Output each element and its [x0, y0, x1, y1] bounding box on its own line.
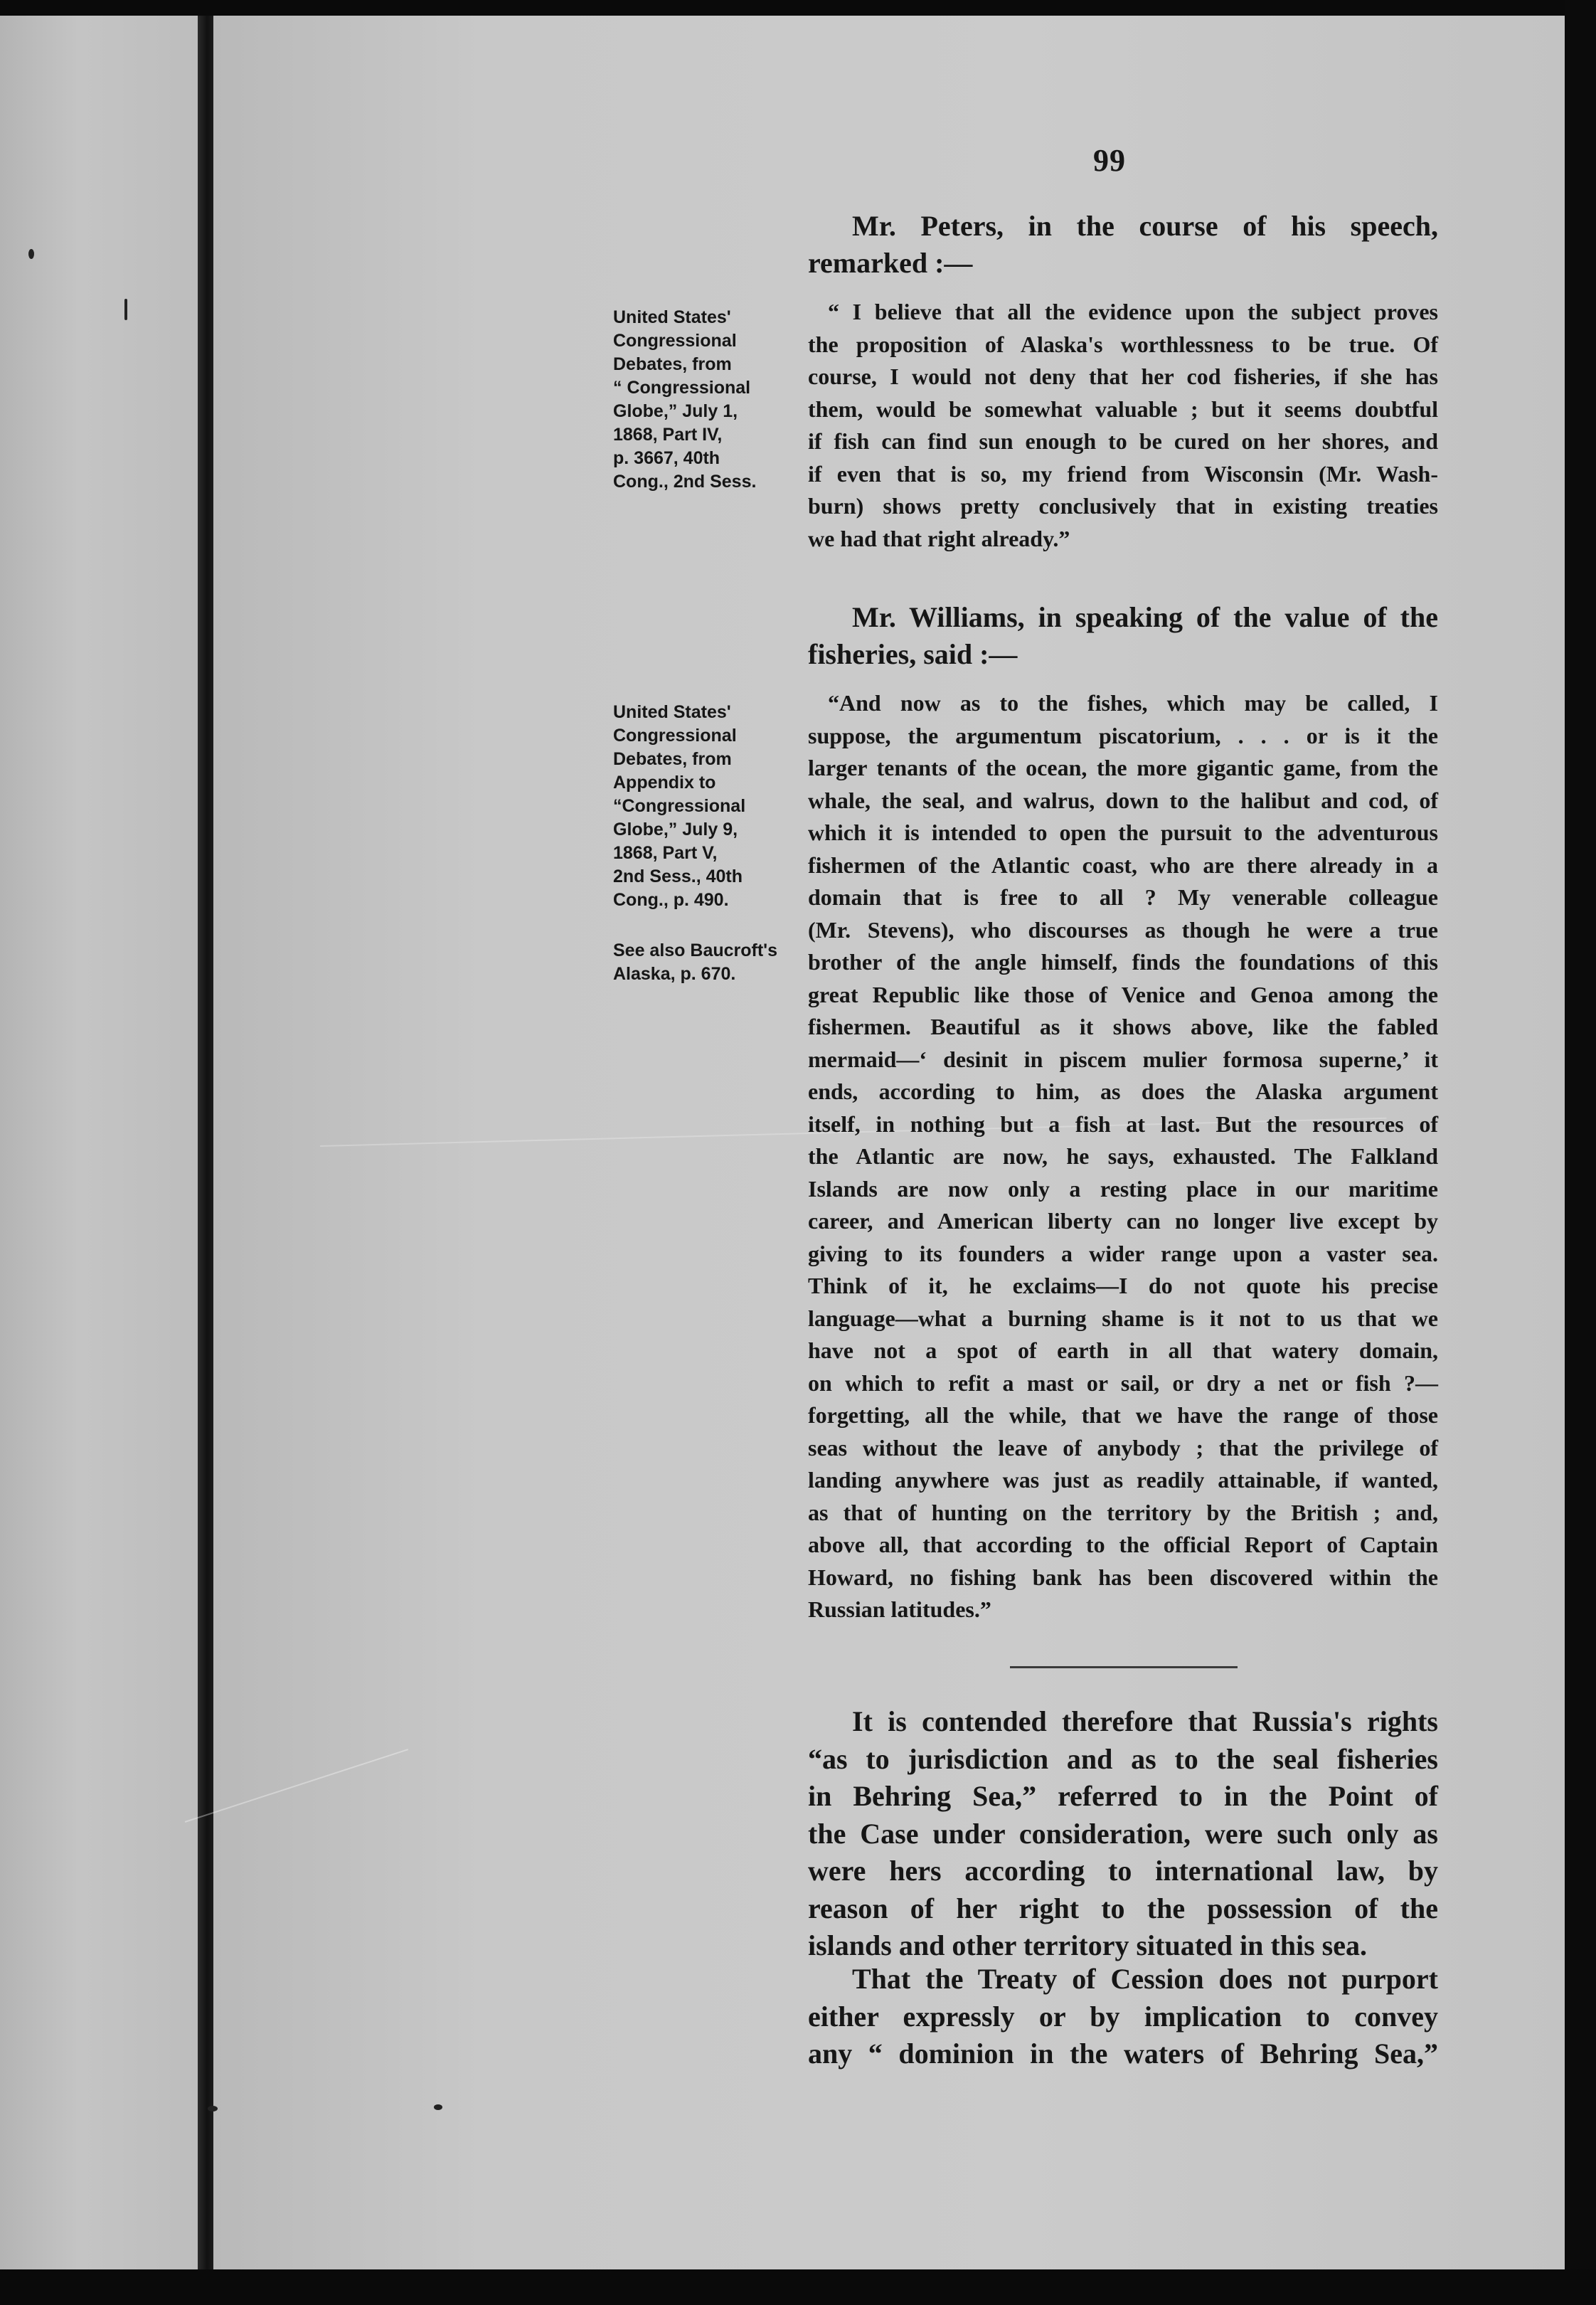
williams-intro — [808, 599, 1438, 673]
quote-line: fishermen. Beautiful as it shows above, like the fabled — [808, 1014, 1438, 1039]
quote-line: great Republic like those of Venice and Genoa among the — [808, 981, 1438, 1007]
facing-page-edge — [0, 16, 198, 2269]
quote-line: if even that is so, my friend from Wisconsin (Mr. Wash- — [808, 460, 1438, 487]
scan-speck — [208, 2106, 218, 2111]
margin-note-line: Congressional — [613, 726, 737, 746]
body-line: reason of her right to the possession of the — [808, 1892, 1438, 1924]
body-line: It is contended therefore that Russia's rights — [852, 1705, 1438, 1737]
quote-line: as that of hunting on the territory by the British ; and, — [808, 1499, 1438, 1525]
intro-line: fisheries, said :— — [808, 638, 1018, 670]
quote-line: Think of it, he exclaims—I do not quote his precise — [808, 1273, 1438, 1298]
quote-line: fishermen of the Atlantic coast, who are there already in a — [808, 852, 1438, 878]
margin-note-congressional-globe-july-9 — [613, 701, 784, 912]
quote-line: larger tenants of the ocean, the more gigantic game, from the — [808, 755, 1438, 780]
body-line: That the Treaty of Cession does not purport — [852, 1963, 1438, 1995]
margin-note-line: 2nd Sess., 40th — [613, 867, 743, 886]
intro-line: Mr. Peters, in the course of his speech, — [852, 210, 1438, 242]
body-line: were hers according to international law, by — [808, 1855, 1438, 1887]
quote-line: course, I would not deny that her cod fisheries, if she has — [808, 364, 1438, 389]
quote-line: career, and American liberty can no longer live except by — [808, 1208, 1438, 1234]
quote-line: itself, in nothing but a fish at last. But the resources of — [808, 1111, 1438, 1137]
quote-line: forgetting, all the while, that we have the range of those — [808, 1402, 1438, 1428]
margin-note-line: Debates, from — [613, 749, 732, 769]
scan-speck — [434, 2104, 442, 2110]
body-line: the Case under consideration, were such only as — [808, 1817, 1438, 1850]
scan-frame-top — [0, 0, 1596, 16]
peters-quote — [808, 296, 1438, 555]
margin-note-line: See also Baucroft's — [613, 940, 778, 960]
margin-note-line: Globe,” July 9, — [613, 820, 738, 839]
page-number: 99 — [1093, 143, 1126, 178]
quote-line: “ I believe that all the evidence upon the subject proves — [828, 299, 1438, 324]
quote-line: on which to refit a mast or sail, or dry a net or fish ?— — [808, 1369, 1438, 1396]
scan-speck — [124, 299, 127, 320]
margin-note-line: Cong., 2nd Sess. — [613, 472, 757, 492]
quote-line: giving to its founders a wider range upon a vaster sea. — [808, 1240, 1438, 1266]
body-line: islands and other territory situated in this sea. — [808, 1929, 1367, 1961]
body-line: in Behring Sea,” referred to in the Point of — [808, 1780, 1438, 1812]
margin-note-line: Debates, from — [613, 354, 732, 374]
quote-line: the proposition of Alaska's worthlessness to be true. Of — [808, 331, 1438, 357]
body-line: “as to jurisdiction and as to the seal fisheries — [808, 1742, 1438, 1775]
quote-line: we had that right already.” — [808, 525, 1070, 551]
margin-note-line: Appendix to — [613, 773, 716, 793]
quote-line: seas without the leave of anybody ; that the privilege of — [808, 1434, 1438, 1461]
margin-note-line: 1868, Part V, — [613, 843, 718, 863]
body-line: any “ dominion in the waters of Behring Sea,” — [808, 2038, 1438, 2070]
quote-line: have not a spot of earth in all that watery domain, — [808, 1337, 1438, 1363]
margin-note-line: United States' — [613, 307, 731, 327]
peters-intro — [808, 208, 1438, 282]
margin-note-line: Alaska, p. 670. — [613, 964, 736, 984]
margin-note-line: “ Congressional — [613, 378, 751, 398]
margin-note-bancroft-alaska — [613, 939, 784, 986]
quote-line: Howard, no fishing bank has been discovered within the — [808, 1564, 1438, 1590]
margin-note-line: United States' — [613, 702, 731, 722]
quote-line: brother of the angle himself, finds the foundations of this — [808, 949, 1438, 975]
quote-line: which it is intended to open the pursuit to the adventurous — [808, 820, 1438, 845]
scan-frame-right — [1565, 0, 1596, 2305]
scan-frame-bottom — [0, 2269, 1596, 2305]
williams-quote — [808, 687, 1438, 1626]
quote-line: language—what a burning shame is it not to us that we — [808, 1305, 1438, 1331]
margin-note-line: Congressional — [613, 331, 737, 351]
margin-note-line: Globe,” July 1, — [613, 401, 738, 421]
quote-line: the Atlantic are now, he says, exhausted. The Falkland — [808, 1143, 1438, 1169]
quote-line: landing anywhere was just as readily attainable, if wanted, — [808, 1467, 1438, 1493]
quote-line: ends, according to him, as does the Alaska argument — [808, 1079, 1438, 1104]
quote-line: if fish can find sun enough to be cured on her shores, and — [808, 428, 1438, 454]
quote-line: suppose, the argumentum piscatorium, . . . or is it the — [808, 722, 1438, 748]
margin-note-line: p. 3667, 40th — [613, 448, 720, 468]
quote-line: Islands are now only a resting place in our maritime — [808, 1175, 1438, 1202]
quote-line: Russian latitudes.” — [808, 1596, 991, 1622]
margin-note-line: 1868, Part IV, — [613, 425, 723, 445]
quote-line: “And now as to the fishes, which may be called, I — [828, 690, 1438, 716]
scan-speck — [28, 249, 34, 259]
section-divider — [1010, 1666, 1238, 1668]
book-gutter — [198, 16, 213, 2269]
conclusion-paragraph-1 — [808, 1703, 1438, 1965]
quote-line: above all, that according to the official Report of Captain — [808, 1532, 1438, 1557]
quote-line: (Mr. Stevens), who discourses as though he were a true — [808, 916, 1438, 943]
quote-line: them, would be somewhat valuable ; but it seems doubtful — [808, 396, 1438, 422]
quote-line: domain that is free to all ? My venerable colleague — [808, 884, 1438, 910]
intro-line: remarked :— — [808, 247, 973, 279]
body-line: either expressly or by implication to convey — [808, 2000, 1438, 2033]
margin-note-line: Cong., p. 490. — [613, 890, 729, 910]
margin-note-congressional-globe-july-1 — [613, 306, 784, 494]
quote-line: mermaid—‘ desinit in piscem mulier formosa superne,’ it — [808, 1046, 1438, 1072]
quote-line: whale, the seal, and walrus, down to the halibut and cod, of — [808, 787, 1438, 813]
intro-line: Mr. Williams, in speaking of the value of the — [852, 601, 1438, 633]
margin-note-line: “Congressional — [613, 796, 746, 816]
quote-line: burn) shows pretty conclusively that in existing treaties — [808, 493, 1438, 519]
conclusion-paragraph-2 — [808, 1961, 1438, 2073]
